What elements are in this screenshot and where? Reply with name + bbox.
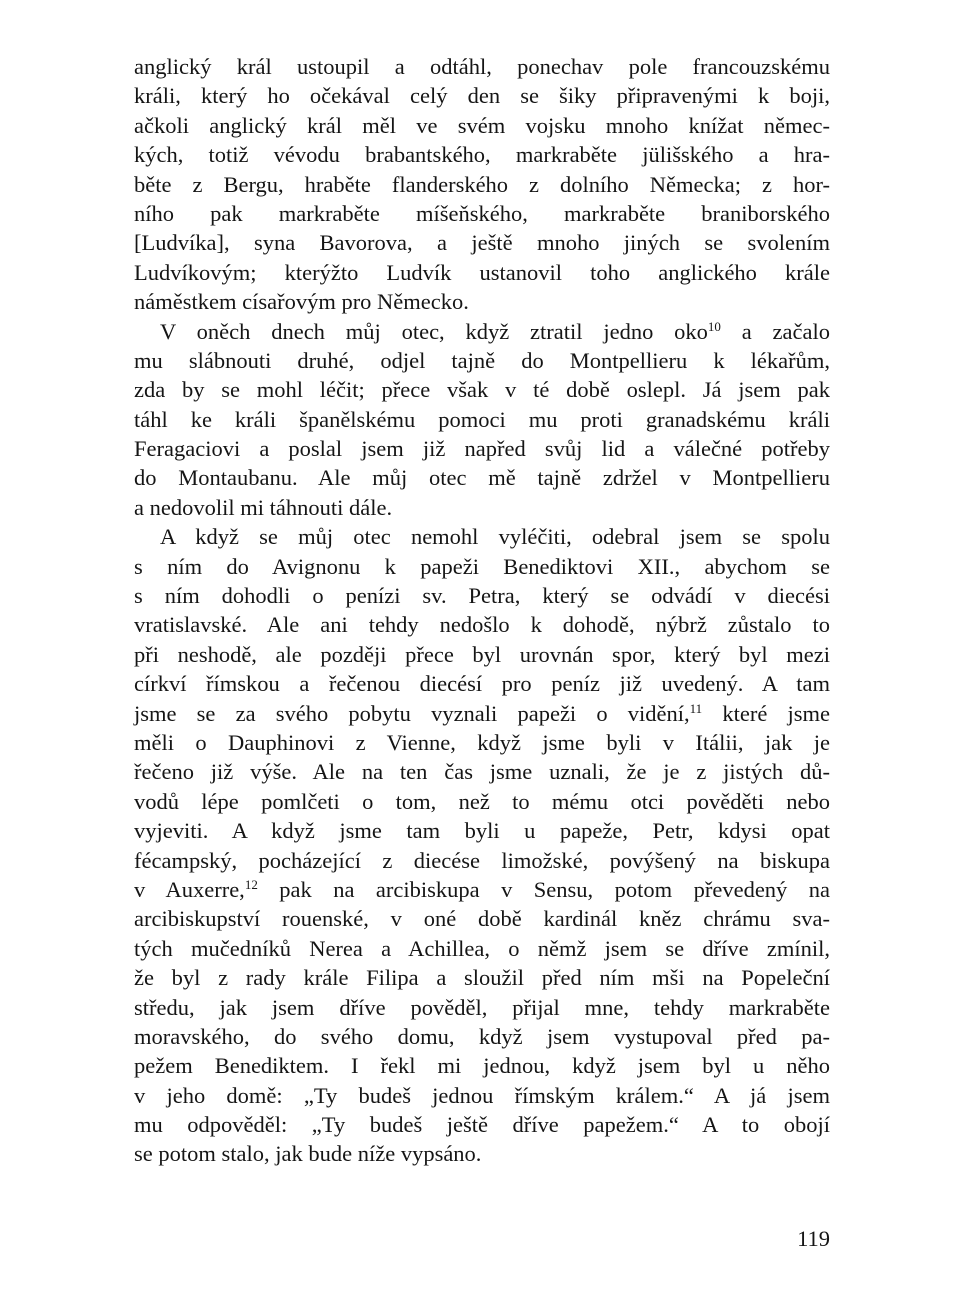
page-body xyxy=(134,52,830,1169)
text-line: [Ludvíka], syna Bavorova, a ještě mnoho jiných se svolením xyxy=(134,230,830,256)
text-line: pežem Benediktem. I řekl mi jednou, když jsem byl u něho xyxy=(134,1053,830,1079)
page-number: 119 xyxy=(797,1226,830,1251)
text-line: moravského, do svého domu, když jsem vystupoval před pa- xyxy=(134,1023,830,1049)
line-text: jsme se za svého pobytu vyznali papeži o vidění, xyxy=(134,700,690,726)
text-line: při neshodě, ale později přece byl urovnán spor, který byl mezi xyxy=(134,641,830,667)
text-line: s ním do Avignonu k papeži Benediktovi XII., abychom se xyxy=(134,553,830,579)
line-text: a začalo xyxy=(720,318,830,344)
text-line: vyjeviti. A když jsme tam byli u papeže, Petr, kdysi opat xyxy=(134,818,830,844)
line-text: pak na arcibiskupa v Sensu, potom převedený na xyxy=(257,876,830,902)
footnote-ref: 11 xyxy=(689,700,703,716)
text-line xyxy=(134,317,830,346)
text-line: králi, který ho očekával celý den se šiky připravenými k boji, xyxy=(134,83,830,109)
text-line: měli o Dauphinovi z Vienne, když jsme byli v Itálii, jak je xyxy=(134,729,830,755)
text-line: zda by se mohl léčit; přece však v té době oslepl. Já jsem pak xyxy=(134,377,830,403)
text-line: náměstkem císařovým pro Německo. xyxy=(134,289,469,315)
text-line: že byl z rady krále Filipa a sloužil před ním mši na Popeleční xyxy=(134,965,830,991)
text-line: mu odpověděl: „Ty budeš ještě dříve papežem.“ A to obojí xyxy=(134,1112,830,1138)
paragraph-2 xyxy=(134,317,830,523)
line-text: v Auxerre, xyxy=(134,876,245,902)
text-line: arcibiskupství rouenské, v oné době kardinál kněz chrámu sva- xyxy=(134,906,830,932)
text-line xyxy=(134,699,830,728)
text-line: táhl ke králi španělskému pomoci mu proti granadskému králi xyxy=(134,406,830,432)
line-text: V oněch dnech můj otec, když ztratil jedno oko xyxy=(160,318,708,344)
text-line: se potom stalo, jak bude níže vypsáno. xyxy=(134,1141,482,1167)
text-line: ního pak markraběte míšeňského, markraběte braniborského xyxy=(134,200,830,226)
text-line: fécampský, pocházející z diecése limožské, povýšený na biskupa xyxy=(134,847,830,873)
text-line: běte z Bergu, hraběte flanderského z dolního Německa; z hor- xyxy=(134,171,830,197)
footnote-ref: 10 xyxy=(707,318,721,334)
text-line: do Montaubanu. Ale můj otec mě tajně zdržel v Montpellieru xyxy=(134,465,830,491)
paragraph-1 xyxy=(134,52,830,317)
text-line: vodů lépe pomlčeti o tom, než to mému otci pověděti nebo xyxy=(134,788,830,814)
text-line: a nedovolil mi táhnouti dále. xyxy=(134,494,393,520)
text-line: řečeno již výše. Ale na ten čas jsme uznali, že je z jistých dů- xyxy=(134,759,830,785)
text-line: církví římskou a řečenou diecésí pro peníz již uvedený. A tam xyxy=(134,671,830,697)
text-line: mu slábnouti druhé, odjel tajně do Montpellieru k lékařům, xyxy=(134,347,830,373)
line-text: které jsme xyxy=(702,700,830,726)
text-line: středu, jak jsem dříve pověděl, přijal mne, tehdy markraběte xyxy=(134,994,830,1020)
text-line: anglický král ustoupil a odtáhl, ponechav pole francouzskému xyxy=(134,54,830,79)
footnote-ref: 12 xyxy=(244,876,258,892)
text-line: ačkoli anglický král měl ve svém vojsku mnoho knížat němec- xyxy=(134,112,830,138)
text-line: Ludvíkovým; kterýžto Ludvík ustanovil toho anglického krále xyxy=(134,259,830,285)
text-line: vratislavské. Ale ani tehdy nedošlo k dohodě, nýbrž zůstalo to xyxy=(134,612,830,638)
text-line: s ním dohodli o penízi sv. Petra, který se odvádí v diecési xyxy=(134,583,830,609)
text-line: tých mučedníků Nerea a Achillea, o němž jsem se dříve zmínil, xyxy=(134,935,830,961)
paragraph-3 xyxy=(134,522,830,1169)
text-line: v jeho domě: „Ty budeš jednou římským králem.“ A já jsem xyxy=(134,1082,830,1108)
text-line: A když se můj otec nemohl vyléčiti, odebral jsem se spolu xyxy=(160,524,830,550)
text-line xyxy=(134,875,830,904)
text-line: kých, totiž vévodu brabantského, markraběte jülišského a hra- xyxy=(134,142,830,168)
text-line: Feragaciovi a poslal jsem již napřed svůj lid a válečné potřeby xyxy=(134,436,830,462)
